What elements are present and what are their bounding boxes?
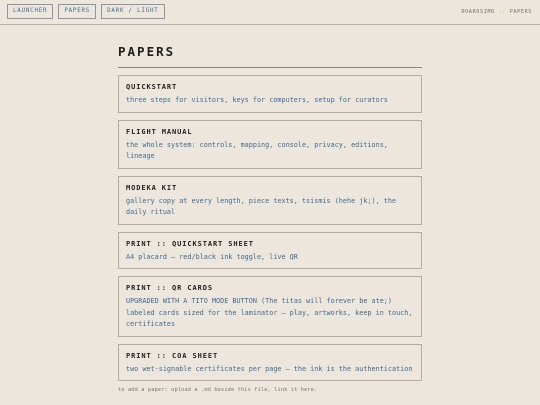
paper-card-print-qr-cards[interactable] [118, 276, 422, 337]
paper-card-print-coa-sheet[interactable] [118, 344, 422, 382]
paper-description[interactable]: two wet-signable certificates per page — the ink is the authentication [126, 364, 413, 373]
paper-card-quickstart[interactable] [118, 75, 422, 113]
top-bar [0, 0, 540, 25]
paper-title[interactable]: PRINT :: QUICKSTART SHEET [126, 239, 254, 248]
paper-title[interactable]: MODEKA KIT [126, 183, 178, 192]
paper-description[interactable]: A4 placard — red/black ink toggle, live QR [126, 252, 298, 261]
breadcrumb-section: PAPERS [509, 9, 532, 15]
dark-light-toggle-button[interactable]: DARK / LIGHT [101, 4, 164, 19]
paper-title[interactable]: QUICKSTART [126, 83, 178, 91]
breadcrumb [461, 9, 532, 15]
paper-description[interactable]: the whole system: controls, mapping, console, privacy, editions, lineage [126, 140, 388, 160]
paper-description[interactable]: gallery copy at every length, piece texts, tsismis (hehe jk;), the daily ritual [126, 196, 397, 216]
paper-title[interactable]: FLIGHT MANUAL [126, 127, 193, 136]
paper-card-flight-manual[interactable] [118, 120, 422, 169]
title-divider [118, 67, 422, 68]
breadcrumb-separator: :: [498, 9, 507, 15]
paper-description[interactable]: UPGRADED WITH A TITO MODE BUTTON (The titas will forever be ate;) labeled cards sized for the laminator — play, artworks, keep in touch, certificates [126, 297, 413, 328]
paper-title[interactable]: PRINT :: COA SHEET [126, 351, 219, 360]
papers-main [118, 44, 422, 393]
launcher-button[interactable]: LAUNCHER [7, 4, 53, 19]
page-title: PAPERS [118, 44, 176, 59]
papers-button[interactable]: PAPERS [58, 4, 96, 19]
paper-title[interactable]: PRINT :: QR CARDS [126, 284, 213, 292]
breadcrumb-site[interactable]: DOAKOSIMO [461, 9, 495, 15]
paper-description[interactable]: three steps for visitors, keys for computers, setup for curators [126, 96, 388, 104]
paper-card-print-quickstart-sheet[interactable] [118, 232, 422, 270]
paper-card-modeka-kit[interactable] [118, 176, 422, 225]
nav-buttons [7, 4, 165, 19]
add-paper-footnote: to add a paper: upload a .md beside this file, link it here. [118, 387, 318, 393]
